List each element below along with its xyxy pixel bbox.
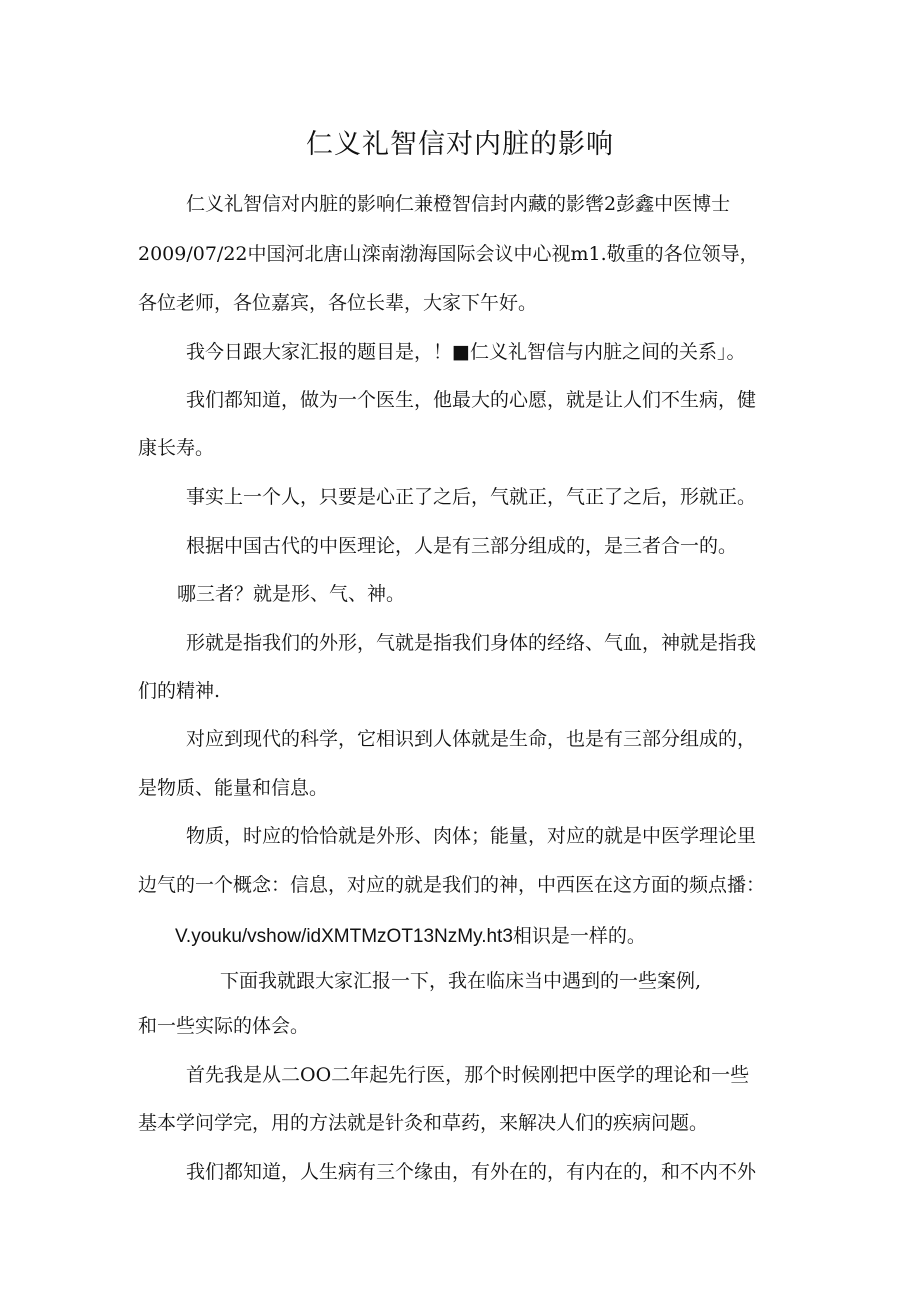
- paragraph-line: 对应到现代的科学，它相识到人体就是生命，也是有三部分组成的，: [186, 728, 757, 750]
- paragraph-line: 是物质、能量和信息。: [138, 777, 329, 799]
- paragraph-line: 事实上一个人，只要是心正了之后，气就正，气正了之后，形就正。: [186, 486, 757, 508]
- paragraph-line: 形就是指我们的外形，气就是指我们身体的经络、气血，神就是指我: [186, 632, 757, 654]
- document-title: 仁义礼智信对内脏的影响: [306, 129, 614, 160]
- paragraph-line: 们的精神.: [138, 680, 221, 702]
- paragraph-line: 根据中国古代的中医理论，人是有三部分组成的，是三者合一的。: [186, 535, 738, 557]
- paragraph-line: 我们都知道，做为一个医生，他最大的心愿，就是让人们不生病，健: [186, 389, 757, 411]
- paragraph-line: 各位老师，各位嘉宾，各位长辈，大家下午好。: [138, 292, 538, 314]
- paragraph-line: 仁义礼智信对内脏的影响仁兼橙智信封内藏的影辔2彭鑫中医博士: [186, 193, 731, 215]
- paragraph-line: 首先我是从二OO二年起先行医，那个时候刚把中医学的理论和一些: [186, 1064, 750, 1086]
- paragraph-line: 基本学问学完，用的方法就是针灸和草药，来解决人们的疾病问题。: [138, 1112, 709, 1134]
- paragraph-line: 2009/07/22中国河北唐山滦南渤海国际会议中心视m1.敬重的各位领导，: [138, 243, 759, 265]
- paragraph-line: 康长寿。: [138, 437, 215, 459]
- paragraph-line: 和一些实际的体会。: [138, 1015, 310, 1037]
- paragraph-line: 我今日跟大家汇报的题目是，！■仁义礼智信与内脏之间的关系」。: [186, 341, 746, 363]
- paragraph-line: 物质，时应的恰恰就是外形、肉体；能量，对应的就是中医学理论里: [186, 825, 757, 847]
- paragraph-line: 我们都知道，人生病有三个缘由，有外在的，有内在的，和不内不外: [186, 1161, 757, 1183]
- paragraph-line-url: V.youku/vshow/idXMTMzOT13NzMy.ht3相识是一样的。: [175, 926, 646, 947]
- paragraph-line: 哪三者？就是形、气、神。: [177, 583, 406, 605]
- paragraph-line: 边气的一个概念：信息，对应的就是我们的神，中西医在这方面的频点播：: [138, 874, 766, 896]
- paragraph-line: 下面我就跟大家汇报一下，我在临床当中遇到的一些案例,: [220, 970, 702, 992]
